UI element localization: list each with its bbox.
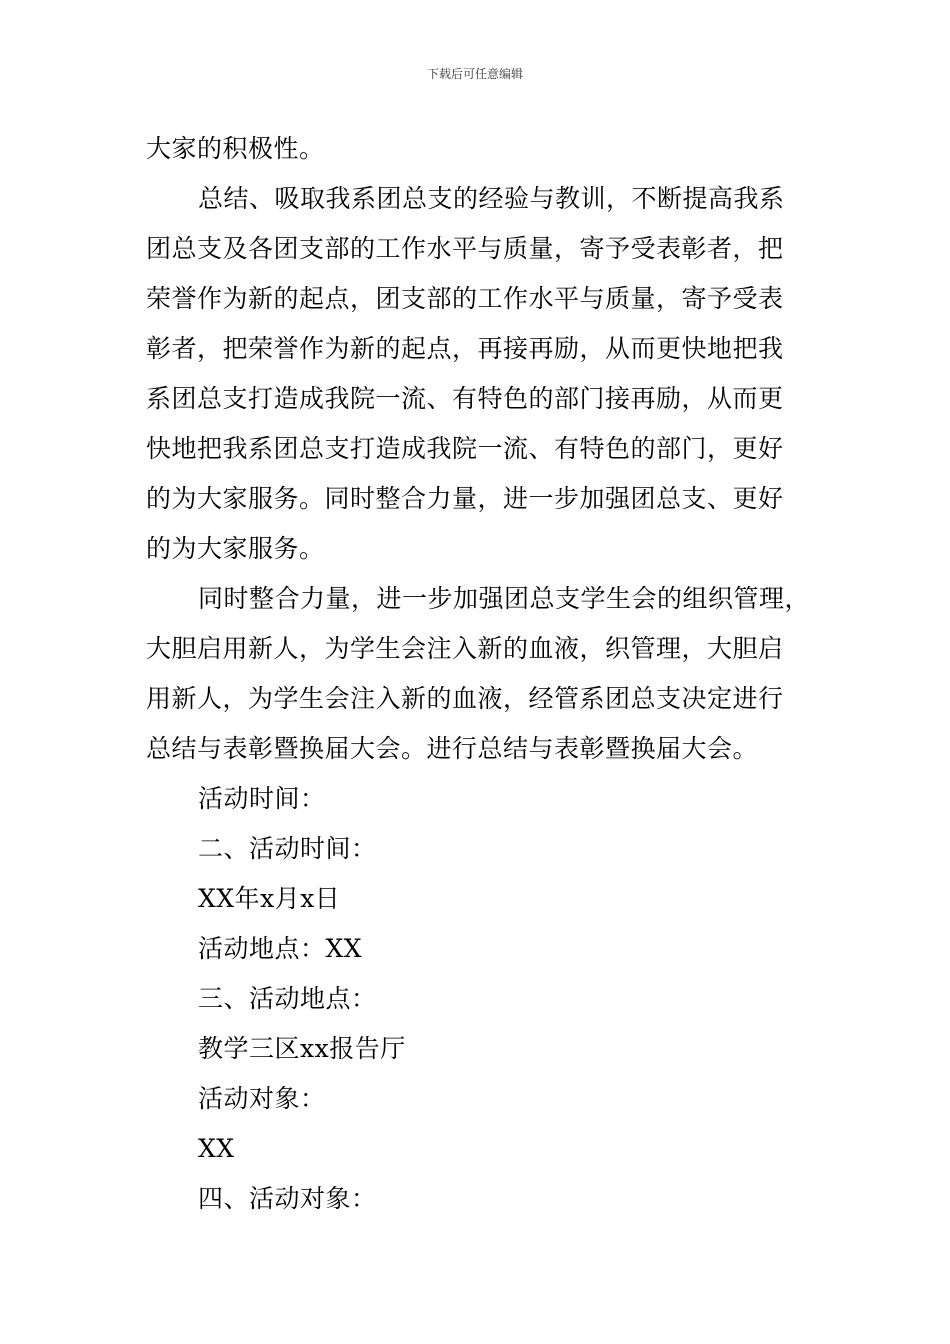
list-line: 活动对象： [198,1084,326,1113]
list-line: 四、活动对象： [198,1184,377,1213]
paragraph-line: 同时整合力量，进一步加强团总支学生会的组织管理， [198,584,811,613]
paragraph-line: 荣誉作为新的起点，团支部的工作水平与质量，寄予受表 [146,284,784,313]
page-header: 下载后可任意编辑 [426,67,523,81]
list-line: 活动时间： [198,784,326,813]
paragraph-line: 总结与表彰暨换届大会。进行总结与表彰暨换届大会。 [146,734,759,763]
list-line: 三、活动地点： [198,984,377,1013]
list-line: XX [198,1134,235,1163]
document-body [146,124,816,1224]
paragraph-line: 的为大家服务。 [146,534,325,563]
paragraph-line: 大家的积极性。 [146,134,325,163]
paragraph-line: 彰者，把荣誉作为新的起点，再接再励，从而更快地把我 [146,334,784,363]
paragraph-line: 团总支及各团支部的工作水平与质量，寄予受表彰者，把 [146,234,784,263]
paragraph-line: 用新人，为学生会注入新的血液，经管系团总支决定进行 [146,684,784,713]
paragraph-line: 总结、吸取我系团总支的经验与教训，不断提高我系 [198,184,785,213]
list-line: 活动地点：XX [198,934,363,963]
paragraph-line: 快地把我系团总支打造成我院一流、有特色的部门，更好 [146,434,784,463]
paragraph-line: 系团总支打造成我院一流、有特色的部门接再励，从而更 [146,384,784,413]
list-line: 教学三区xx报告厅 [198,1034,406,1063]
list-line: 二、活动时间： [198,834,377,863]
paragraph-line: 的为大家服务。同时整合力量，进一步加强团总支、更好 [146,484,784,513]
paragraph-line: 大胆启用新人，为学生会注入新的血液，织管理，大胆启 [146,634,784,663]
list-line: XX年x月x日 [198,884,341,913]
